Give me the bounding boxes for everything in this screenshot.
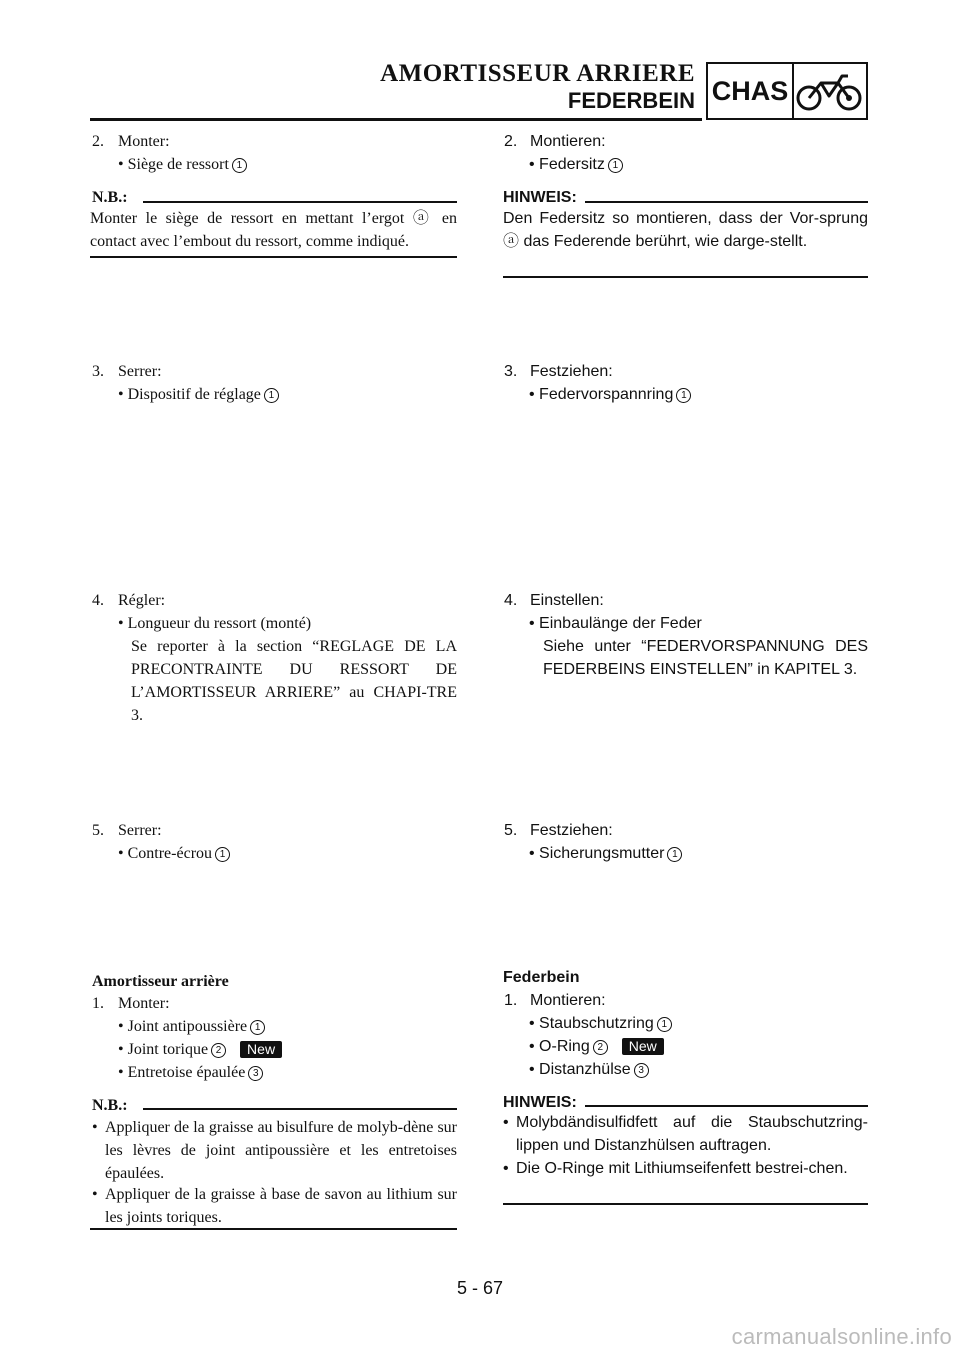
step-number: 5. bbox=[92, 822, 104, 839]
fr-note-2-bullet-1: • Appliquer de la graisse au bisulfure de molyb-dène sur les lèvres de joint antipoussière et les entretoises épaulées. bbox=[92, 1116, 457, 1185]
ref-number: 3 bbox=[634, 1063, 649, 1078]
de-step-5 bbox=[504, 819, 613, 842]
ref-number: 1 bbox=[667, 847, 682, 862]
fr-step-6-item-1: • Joint antipoussière 1 bbox=[118, 1015, 265, 1038]
fr-step-5-item: • Contre-écrou 1 bbox=[118, 842, 230, 865]
chapter-code: CHAS bbox=[708, 64, 794, 118]
de-note-1-end bbox=[503, 276, 868, 278]
step-action: Montieren: bbox=[530, 133, 606, 150]
de-step-2 bbox=[504, 130, 606, 153]
ref-number: 3 bbox=[248, 1066, 263, 1081]
de-note-2-label: HINWEIS: bbox=[503, 1094, 577, 1111]
fr-step-5 bbox=[92, 819, 162, 842]
header-title-de: FEDERBEIN bbox=[567, 88, 695, 113]
fr-step-2 bbox=[92, 130, 170, 153]
de-step-6-item-1: • Staubschutzring 1 bbox=[529, 1012, 672, 1035]
note-text: Appliquer de la graisse au bisulfure de molyb-dène sur les lèvres de joint antipoussière et les entretoises épaulées. bbox=[105, 1119, 457, 1182]
ref-number: 1 bbox=[250, 1020, 265, 1035]
step-action: Serrer: bbox=[118, 363, 162, 380]
fr-note-2-label: N.B.: bbox=[92, 1097, 128, 1114]
page-number: 5 - 67 bbox=[456, 1278, 504, 1298]
ref-number: 1 bbox=[232, 158, 247, 173]
step-number: 2. bbox=[504, 133, 518, 150]
header-rule bbox=[90, 118, 702, 121]
header-title-fr: AMORTISSEUR ARRIERE bbox=[380, 60, 695, 87]
step-number: 3. bbox=[92, 363, 104, 380]
de-step-4 bbox=[504, 589, 604, 612]
ref-number: 1 bbox=[657, 1017, 672, 1032]
item-label: Einbaulänge der Feder bbox=[539, 615, 702, 632]
item-label: Staubschutzring bbox=[539, 1015, 654, 1032]
item-label: Contre-écrou bbox=[127, 845, 213, 862]
step-number: 4. bbox=[504, 592, 518, 609]
step-number: 3. bbox=[504, 363, 518, 380]
step-action: Serrer: bbox=[118, 822, 162, 839]
fr-note-1-label: N.B.: bbox=[92, 189, 128, 206]
de-step-3 bbox=[504, 360, 613, 383]
step-number: 2. bbox=[92, 133, 104, 150]
fr-note-1-end bbox=[90, 256, 457, 258]
ref-number: 2 bbox=[593, 1040, 608, 1055]
item-label: Distanzhülse bbox=[539, 1061, 631, 1078]
step-action: Einstellen: bbox=[530, 592, 604, 609]
item-label: Dispositif de réglage bbox=[127, 386, 261, 403]
de-step-2-item: • Federsitz 1 bbox=[529, 153, 623, 176]
ref-number: 1 bbox=[676, 388, 691, 403]
item-label: O-Ring bbox=[539, 1038, 590, 1055]
step-action: Monter: bbox=[118, 133, 170, 150]
motorcycle-icon bbox=[794, 68, 864, 114]
step-action: Festziehen: bbox=[530, 822, 613, 839]
ref-number: 1 bbox=[608, 158, 623, 173]
fr-step-4-reference: Se reporter à la section “REGLAGE DE LA PRECONTRAINTE DU RESSORT DE L’AMORTISSEUR ARRIERE” au CHAPI-TRE 3. bbox=[131, 638, 457, 724]
item-label: Joint antipoussière bbox=[127, 1018, 248, 1035]
watermark: carmanualsonline.info bbox=[731, 1324, 952, 1349]
de-note-1-label: HINWEIS: bbox=[503, 189, 577, 206]
step-number: 4. bbox=[92, 592, 104, 609]
fr-note-2-end bbox=[90, 1228, 457, 1230]
new-badge: New bbox=[622, 1038, 664, 1055]
de-step-4-reference: Siehe unter “FEDERVORSPANNUNG DES FEDERBEINS EINSTELLEN” in KAPITEL 3. bbox=[543, 638, 868, 678]
fr-step-2-item: • Siège de ressort 1 bbox=[118, 153, 247, 176]
item-label: Federsitz bbox=[539, 156, 605, 173]
fr-section-title: Amortisseur arrière bbox=[92, 973, 229, 990]
item-label: Entretoise épaulée bbox=[127, 1064, 246, 1081]
ref-number: 1 bbox=[215, 847, 230, 862]
fr-step-6-item-3: • Entretoise épaulée 3 bbox=[118, 1061, 263, 1084]
ref-number: 2 bbox=[211, 1043, 226, 1058]
fr-note-2-line bbox=[143, 1108, 457, 1110]
step-number: 1. bbox=[92, 995, 104, 1012]
de-note-2-line bbox=[585, 1105, 868, 1107]
fr-step-3 bbox=[92, 360, 162, 383]
de-step-6-item-3: • Distanzhülse 3 bbox=[529, 1058, 649, 1081]
item-label: Joint torique bbox=[127, 1041, 209, 1058]
chapter-badge bbox=[706, 62, 868, 120]
item-label: Siège de ressort bbox=[127, 156, 229, 173]
fr-note-1-text: Monter le siège de ressort en mettant l’ergot ⓐ en contact avec l’embout du ressort, comme indiqué. bbox=[90, 210, 457, 250]
new-badge: New bbox=[240, 1041, 282, 1058]
step-action: Festziehen: bbox=[530, 363, 613, 380]
de-step-6-item-2: • O-Ring 2 New bbox=[529, 1035, 664, 1058]
item-label: Longueur du ressort (monté) bbox=[127, 615, 312, 632]
fr-step-6 bbox=[92, 992, 170, 1015]
de-note-2-bullet-1: • Molybdändisulfidfett auf die Staubschutzring-lippen und Distanzhülsen auftragen. bbox=[503, 1111, 868, 1157]
de-note-2-bullet-2: • Die O-Ringe mit Lithiumseifenfett bestrei-chen. bbox=[503, 1157, 868, 1180]
item-label: Federvorspannring bbox=[539, 386, 674, 403]
de-step-3-item: • Federvorspannring 1 bbox=[529, 383, 691, 406]
step-action: Montieren: bbox=[530, 992, 606, 1009]
fr-step-6-item-2: • Joint torique 2 New bbox=[118, 1038, 282, 1061]
de-step-4-item: • Einbaulänge der Feder bbox=[529, 615, 702, 632]
de-note-1-text: Den Federsitz so montieren, dass der Vor-sprung ⓐ das Federende berührt, wie darge-stellt. bbox=[503, 210, 868, 250]
item-label: Sicherungsmutter bbox=[539, 845, 665, 862]
de-step-6 bbox=[504, 989, 606, 1012]
fr-step-4 bbox=[92, 589, 166, 612]
fr-note-2-bullet-2: • Appliquer de la graisse à base de savon au lithium sur les joints toriques. bbox=[92, 1183, 457, 1229]
note-text: Appliquer de la graisse à base de savon au lithium sur les joints toriques. bbox=[105, 1186, 457, 1226]
de-step-5-item: • Sicherungsmutter 1 bbox=[529, 842, 682, 865]
step-number: 5. bbox=[504, 822, 518, 839]
note-text: Molybdändisulfidfett auf die Staubschutzring-lippen und Distanzhülsen auftragen. bbox=[516, 1114, 868, 1154]
step-number: 1. bbox=[504, 992, 518, 1009]
fr-step-4-item: • Longueur du ressort (monté) bbox=[118, 615, 312, 632]
fr-step-3-item: • Dispositif de réglage 1 bbox=[118, 383, 279, 406]
de-note-1-line bbox=[585, 201, 868, 203]
note-text: Die O-Ringe mit Lithiumseifenfett bestrei-chen. bbox=[516, 1160, 848, 1177]
de-section-title: Federbein bbox=[503, 969, 580, 986]
step-action: Régler: bbox=[118, 592, 166, 609]
step-action: Monter: bbox=[118, 995, 170, 1012]
ref-number: 1 bbox=[264, 388, 279, 403]
de-note-2-end bbox=[503, 1203, 868, 1205]
fr-note-1-line bbox=[143, 201, 457, 203]
